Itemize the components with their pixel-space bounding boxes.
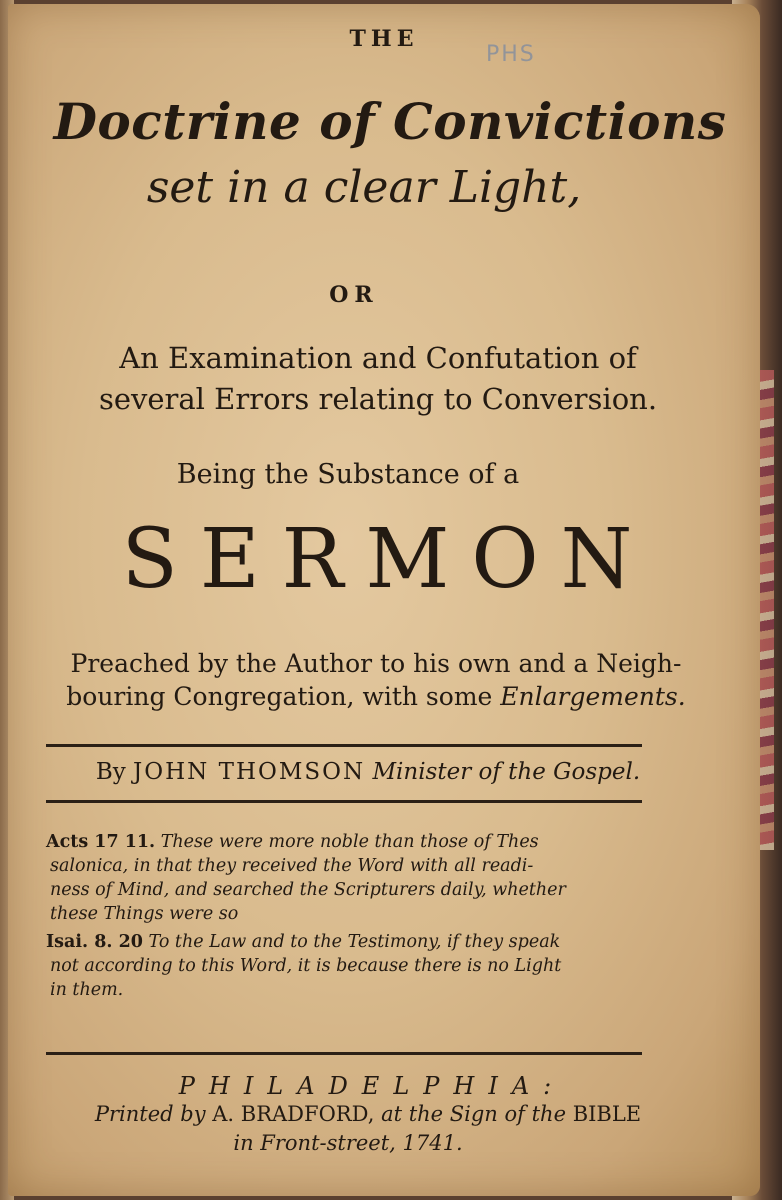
- title-page: [8, 4, 760, 1196]
- verse-reference: Acts 17 11.: [46, 832, 156, 852]
- imprint-printer: A. BRADFORD,: [212, 1102, 375, 1126]
- horizontal-rule: [46, 1052, 642, 1055]
- imprint-sign-text: at the Sign of the: [381, 1102, 566, 1126]
- title-line-1: Doctrine of Convictions: [53, 92, 727, 151]
- verse-line: [46, 830, 646, 854]
- marbled-edge: [758, 370, 774, 850]
- imprint-street: in Front-street, 1741.: [233, 1131, 463, 1155]
- verse-reference: Isai. 8. 20: [46, 932, 143, 952]
- preached-line-2-text: bouring Congregation, with some: [66, 682, 493, 711]
- or-separator: OR: [329, 282, 379, 308]
- verse-line: [46, 930, 646, 954]
- verse-text: These were more noble than those of Thes: [160, 832, 539, 852]
- header-the: THE: [349, 26, 419, 52]
- byline-by: By: [95, 759, 126, 785]
- preached-line-2: [0, 682, 752, 711]
- title-line-2: set in a clear Light,: [146, 162, 582, 213]
- byline-author: JOHN THOMSON: [133, 759, 366, 785]
- handwritten-annotation: PHS: [486, 42, 536, 67]
- scripture-quote: [46, 830, 646, 926]
- verse-line: these Things were so: [50, 904, 239, 924]
- preached-line-1: Preached by the Author to his own and a Neigh-: [70, 649, 682, 678]
- preached-enlargements: Enlargements.: [500, 682, 686, 711]
- subtitle-line-2: several Errors relating to Conversion.: [98, 382, 658, 416]
- scripture-quote: [46, 930, 646, 1002]
- faded-ink-mark: [33, 50, 75, 74]
- subtitle-line-1: An Examination and Confutation of: [119, 341, 637, 375]
- author-byline: [0, 759, 744, 785]
- verse-line: ness of Mind, and searched the Scripturers daily, whether: [50, 880, 566, 900]
- imprint-city: PHILADELPHIA:: [178, 1072, 566, 1100]
- sermon-heading: SERMON: [121, 512, 655, 607]
- imprint-sign: BIBLE: [572, 1102, 642, 1126]
- being-line: Being the Substance of a: [176, 459, 520, 490]
- horizontal-rule: [46, 744, 642, 747]
- horizontal-rule: [46, 800, 642, 803]
- imprint-printed-by: Printed by: [94, 1102, 206, 1126]
- verse-line: not according to this Word, it is because there is no Light: [50, 956, 562, 976]
- imprint-printer-line: [0, 1102, 744, 1126]
- verse-text: To the Law and to the Testimony, if they speak: [148, 932, 561, 952]
- verse-line: salonica, in that they received the Word with all readi-: [50, 856, 534, 876]
- byline-role: Minister of the Gospel.: [372, 759, 641, 785]
- verse-line: in them.: [50, 980, 124, 1000]
